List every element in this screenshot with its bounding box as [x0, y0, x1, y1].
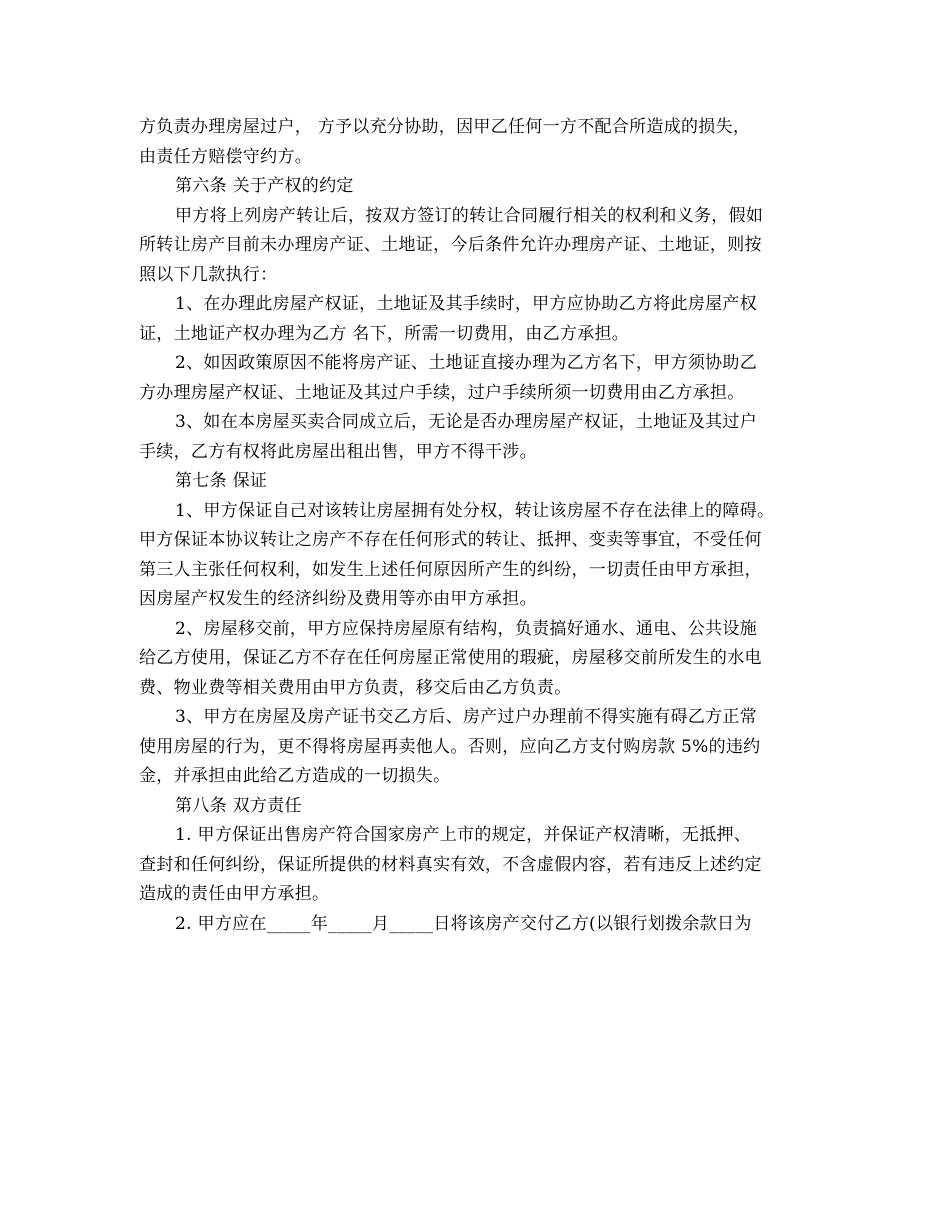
- text-line: 3、甲方在房屋及房产证书交乙方后、房产过户办理前不得实施有碍乙方正常: [175, 707, 758, 727]
- text-line: 查封和任何纠纷，保证所提供的材料真实有效，不含虚假内容，若有违反上述约定: [139, 854, 762, 875]
- text-line: 由责任方赔偿守约方。: [139, 146, 312, 167]
- text-line: 第八条 双方责任: [175, 795, 302, 816]
- text-line: 造成的责任由甲方承担。: [139, 884, 330, 904]
- text-line: 2. 甲方应在_____年_____月_____日将该房产交付乙方(以银行划拨余款日为: [175, 913, 752, 934]
- text-line: 手续，乙方有权将此房屋出租出售，甲方不得干涉。: [139, 441, 537, 462]
- text-line: 2、如因政策原因不能将房产证、土地证直接办理为乙方名下，甲方须协助乙: [175, 353, 758, 373]
- text-line: 2、房屋移交前，甲方应保持房屋原有结构，负责搞好通水、通电、公共设施: [175, 618, 758, 639]
- text-line: 所转让房产目前未办理房产证、土地证，今后条件允许办理房产证、土地证，则按: [139, 235, 762, 255]
- text-line: 因房屋产权发生的经济纠纷及费用等亦由甲方承担。: [139, 589, 537, 609]
- text-line: 第七条 保证: [175, 471, 268, 491]
- text-line: 甲方保证本协议转让之房产不存在任何形式的转让、抵押、变卖等事宜，不受任何: [139, 530, 762, 550]
- text-line: 给乙方使用，保证乙方不存在任何房屋正常使用的瑕疵，房屋移交前所发生的水电: [139, 648, 762, 668]
- text-line: 1. 甲方保证出售房产符合国家房产上市的规定，并保证产权清晰，无抵押、: [175, 825, 752, 845]
- document-body: [139, 113, 819, 939]
- text-line: 费、物业费等相关费用由甲方负责，移交后由乙方负责。: [139, 677, 572, 698]
- text-line: 1、甲方保证自己对该转让房屋拥有处分权，转让该房屋不存在法律上的障碍。: [175, 500, 775, 521]
- text-line: 证，土地证产权办理为乙方 名下，所需一切费用，由乙方承担。: [139, 323, 630, 344]
- text-line: 使用房屋的行为，更不得将房屋再卖他人。否则，应向乙方支付购房款 5%的违约: [139, 736, 761, 757]
- text-line: 方办理房屋产权证、土地证及其过户手续，过户手续所须一切费用由乙方承担。: [139, 382, 745, 403]
- text-line: 第三人主张任何权利，如发生上述任何原因所产生的纠纷，一切责任由甲方承担，: [139, 559, 762, 580]
- text-line: 第六条 关于产权的约定: [175, 176, 354, 196]
- text-line: 照以下几款执行：: [139, 264, 278, 285]
- text-line: 1、在办理此房屋产权证，土地证及其手续时，甲方应协助乙方将此房屋产权: [175, 294, 758, 314]
- text-line: 3、如在本房屋买卖合同成立后，无论是否办理房屋产权证，土地证及其过户: [175, 412, 758, 432]
- text-line: 甲方将上列房产转让后，按双方签订的转让合同履行相关的权利和义务，假如: [175, 205, 764, 226]
- text-line: 方负责办理房屋过户， 方予以充分协助，因甲乙任何一方不配合所造成的损失，: [139, 117, 751, 137]
- text-line: 金，并承担由此给乙方造成的一切损失。: [139, 766, 451, 786]
